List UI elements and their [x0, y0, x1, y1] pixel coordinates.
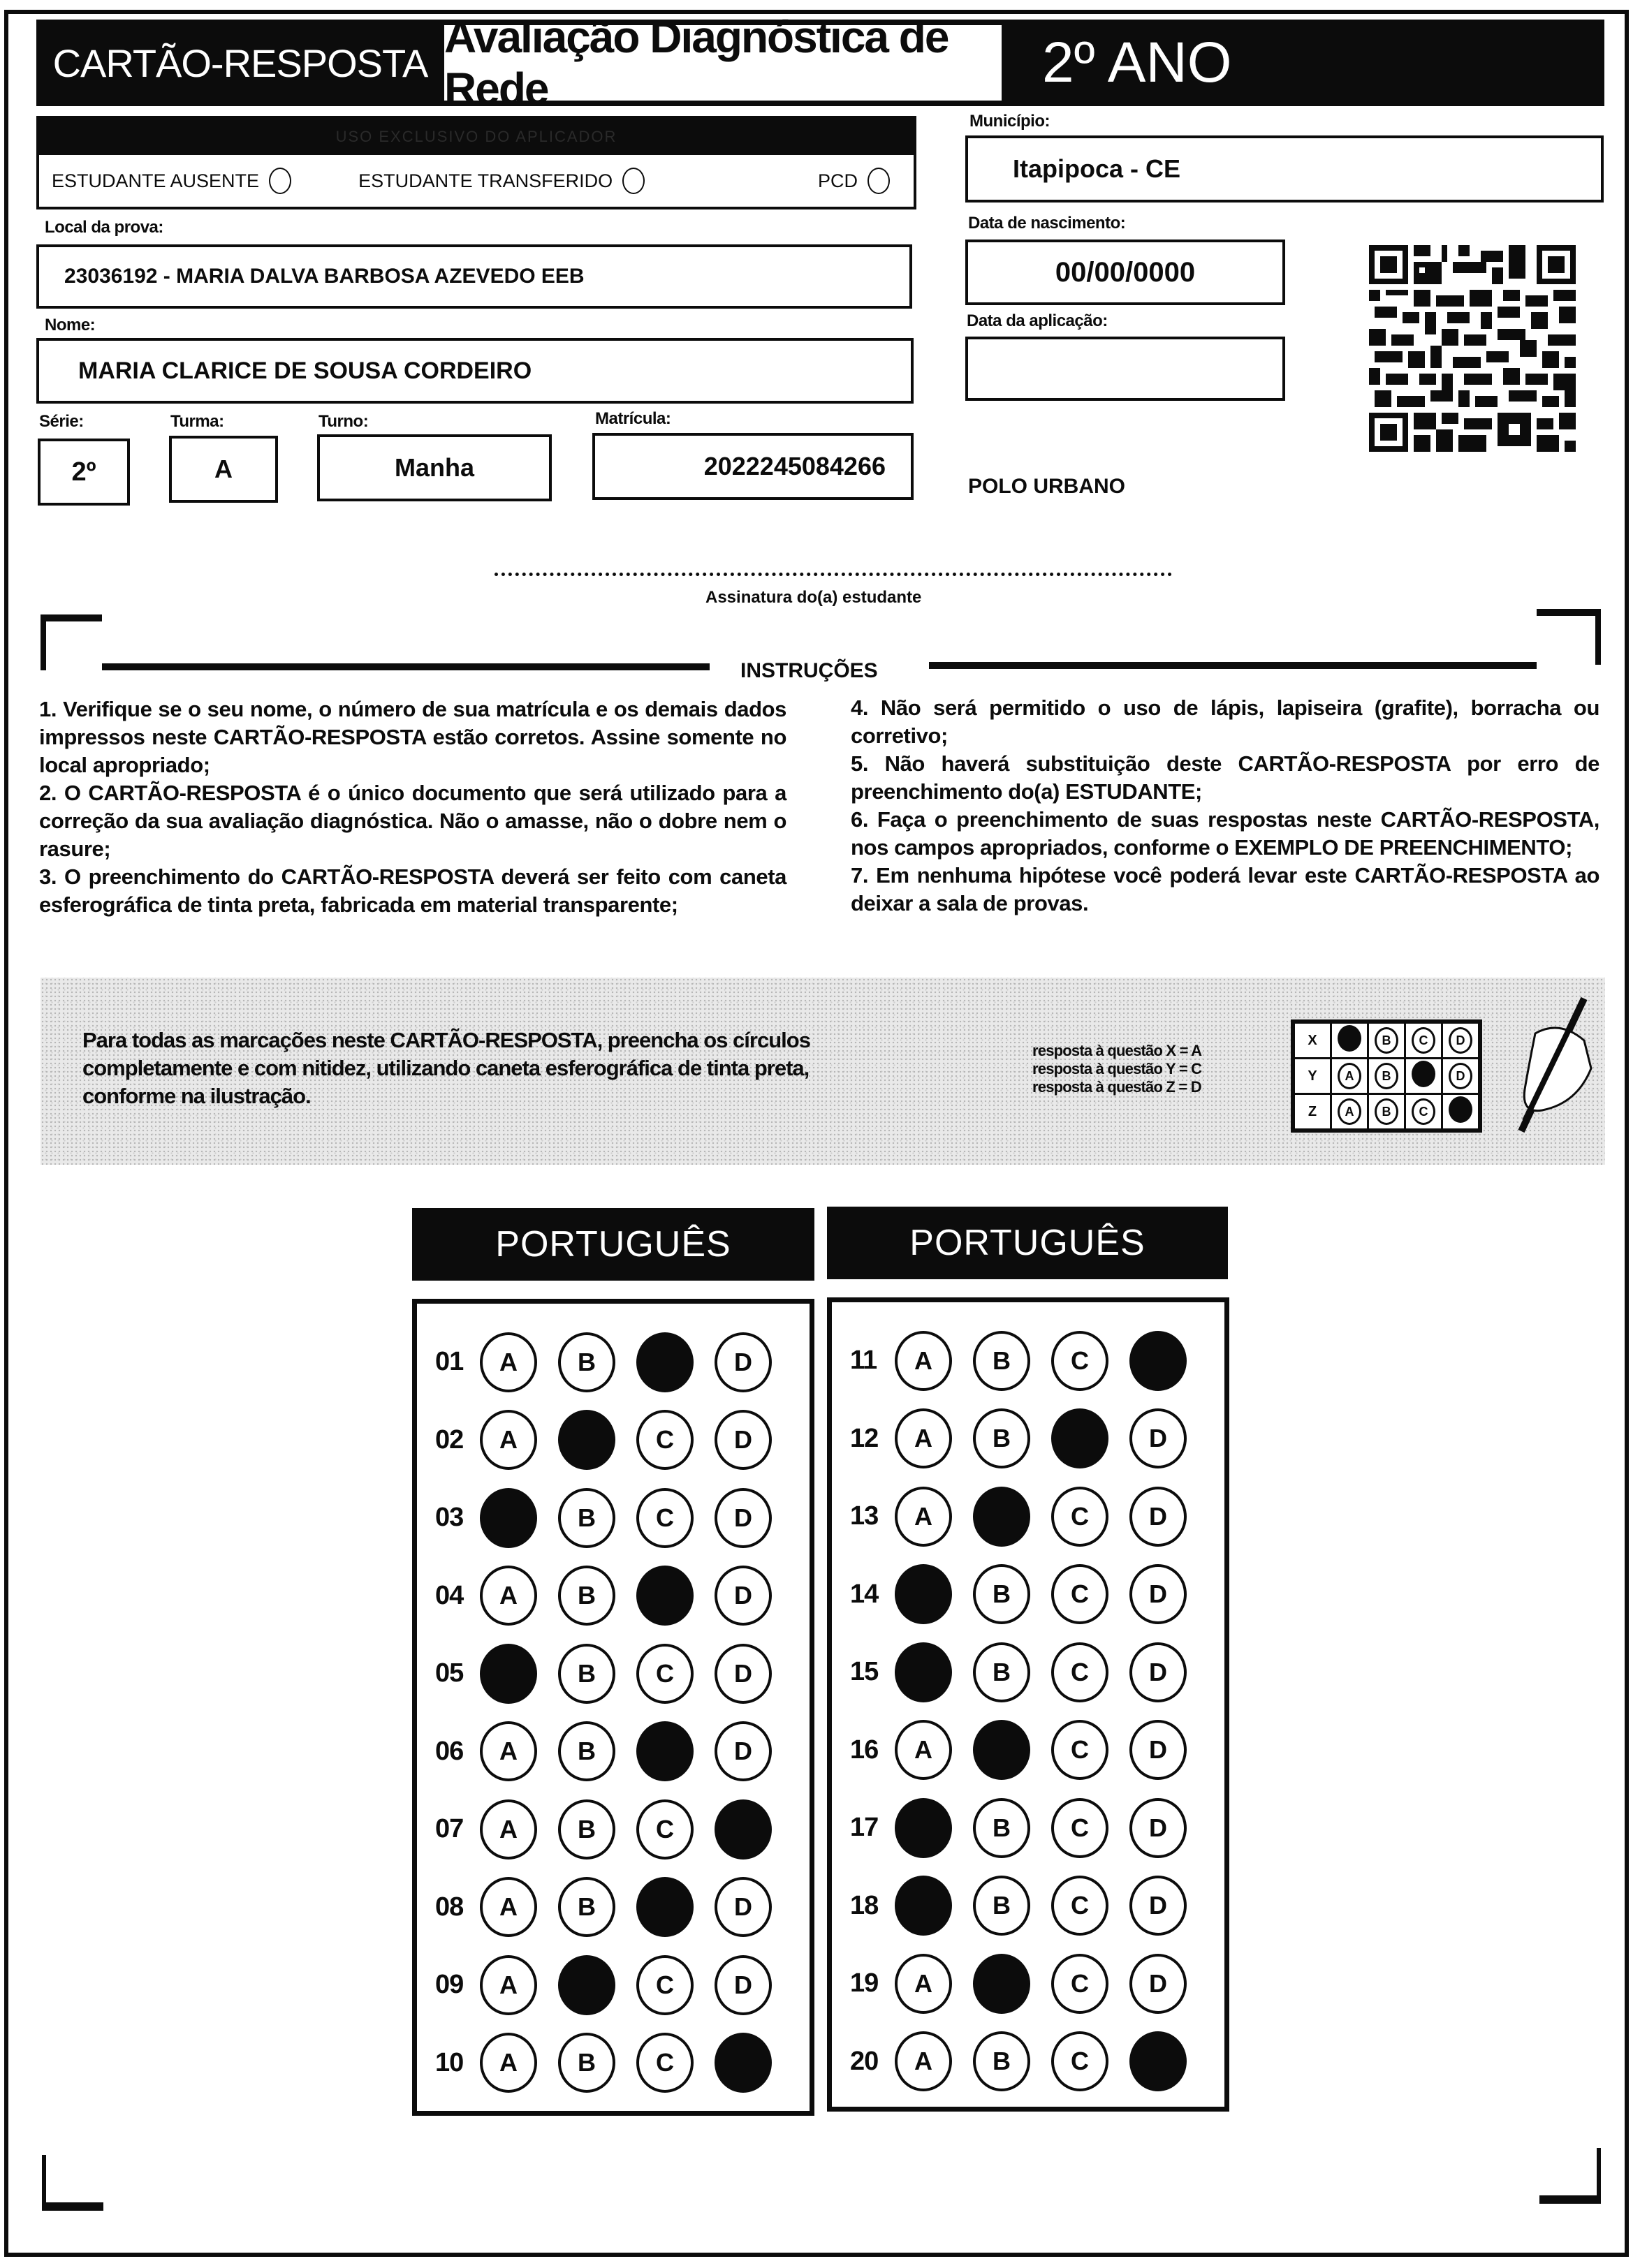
- question-number: 20: [850, 2046, 879, 2076]
- turno-label: Turno:: [319, 412, 369, 431]
- serie-field: [38, 439, 130, 506]
- matricula-field: [592, 433, 914, 500]
- birthdate-field: [965, 240, 1285, 305]
- question-number: 18: [850, 1890, 879, 1920]
- answer-bubble[interactable]: D: [1129, 1954, 1187, 2014]
- question-number: 17: [850, 1813, 879, 1843]
- local-value: 23036192 - MARIA DALVA BARBOSA AZEVEDO EEB: [64, 265, 585, 288]
- answer-grid-left: [412, 1299, 814, 2116]
- answer-bubble-filled[interactable]: [636, 1721, 694, 1781]
- question-number: 06: [435, 1736, 464, 1766]
- answer-bubble[interactable]: C: [636, 1955, 694, 2015]
- grade-title: 2º ANO: [1007, 20, 1604, 106]
- local-field: [36, 244, 912, 309]
- answer-bubble[interactable]: D: [715, 1410, 772, 1470]
- answer-bubble-filled[interactable]: [895, 1876, 952, 1936]
- answer-bubble[interactable]: A: [895, 1720, 952, 1780]
- fill-example-section: [41, 978, 1605, 1165]
- corner-mark-top-right-h: [1537, 609, 1601, 616]
- example-question-label: X: [1293, 1022, 1331, 1059]
- legend-line: resposta à questão Y = C: [1032, 1060, 1202, 1077]
- qr-code-icon: [1369, 240, 1576, 457]
- answer-bubble[interactable]: C: [1051, 1642, 1108, 1702]
- answer-bubble[interactable]: C: [1051, 1331, 1108, 1391]
- answer-bubble[interactable]: B: [558, 1644, 615, 1704]
- answer-bubble-filled[interactable]: [715, 2033, 772, 2093]
- card-title: CARTÃO-RESPOSTA: [36, 20, 444, 106]
- example-bubble-icon: D: [1449, 1027, 1472, 1054]
- answer-bubble[interactable]: B: [973, 1408, 1030, 1468]
- answer-bubble-filled[interactable]: [895, 1642, 952, 1702]
- answer-bubble[interactable]: C: [636, 1488, 694, 1548]
- answer-bubble[interactable]: B: [558, 1488, 615, 1548]
- pcd-label: PCD: [817, 170, 858, 191]
- question-number: 10: [435, 2047, 464, 2077]
- answer-bubble[interactable]: B: [558, 1799, 615, 1860]
- application-date-field: [965, 337, 1285, 401]
- question-row: [832, 1322, 1224, 1400]
- answer-bubble[interactable]: B: [558, 1566, 615, 1626]
- question-number: 12: [850, 1423, 879, 1453]
- answer-bubble-filled[interactable]: [1129, 1331, 1187, 1391]
- instruction-item: 6. Faça o preenchimento de suas respostas neste CARTÃO-RESPOSTA, nos campos apropriados, conforme o EXEMPLO DE PREENCHIMENTO;: [851, 807, 1599, 860]
- example-bubble-icon: D: [1449, 1063, 1472, 1089]
- answer-bubble[interactable]: D: [715, 1877, 772, 1937]
- answer-bubble-filled[interactable]: [558, 1955, 615, 2015]
- question-number: 03: [435, 1503, 464, 1533]
- answer-bubble-filled[interactable]: [480, 1488, 537, 1548]
- question-row: [417, 1557, 810, 1635]
- question-row: [417, 2024, 810, 2103]
- signature-label: Assinatura do(a) estudante: [705, 588, 922, 607]
- answer-bubble[interactable]: B: [973, 1642, 1030, 1702]
- example-bubble-icon: B: [1375, 1027, 1398, 1054]
- turma-value: A: [214, 455, 233, 483]
- instructions-left-column: [39, 695, 786, 919]
- corner-mark-top-right-v: [1595, 609, 1601, 665]
- question-row: [417, 1790, 810, 1869]
- fill-example-grid: [1291, 1019, 1482, 1133]
- answer-bubble[interactable]: A: [895, 1408, 952, 1468]
- legend-line: resposta à questão Z = D: [1032, 1078, 1201, 1096]
- answer-bubble[interactable]: A: [895, 1487, 952, 1547]
- example-row-z: [1293, 1094, 1480, 1131]
- legend-line: resposta à questão X = A: [1032, 1042, 1202, 1059]
- serie-label: Série:: [39, 412, 84, 431]
- transferred-label: ESTUDANTE TRANSFERIDO: [358, 170, 613, 191]
- answer-bubble-filled[interactable]: [973, 1954, 1030, 2014]
- answer-bubble[interactable]: C: [1051, 1487, 1108, 1547]
- local-label: Local da prova:: [45, 218, 163, 237]
- corner-mark-bottom-left-h: [42, 2202, 103, 2211]
- municipio-value: Itapipoca - CE: [1013, 154, 1181, 183]
- serie-value: 2º: [71, 457, 96, 487]
- answer-bubble[interactable]: B: [973, 2031, 1030, 2091]
- answer-bubble[interactable]: B: [558, 1721, 615, 1781]
- question-number: 08: [435, 1892, 464, 1922]
- question-number: 05: [435, 1658, 464, 1688]
- applicator-bar: USO EXCLUSIVO DO APLICADOR: [39, 119, 914, 155]
- answer-bubble[interactable]: B: [973, 1876, 1030, 1936]
- answer-bubble-filled[interactable]: [715, 1799, 772, 1860]
- answer-bubble[interactable]: A: [480, 1410, 537, 1470]
- answer-bubble[interactable]: C: [1051, 2031, 1108, 2091]
- turno-field: [317, 434, 552, 501]
- answer-bubble[interactable]: B: [973, 1564, 1030, 1624]
- answer-bubble[interactable]: D: [1129, 1564, 1187, 1624]
- name-field: [36, 338, 914, 404]
- answer-bubble-filled[interactable]: [1051, 1408, 1108, 1468]
- question-number: 16: [850, 1735, 879, 1765]
- answer-bubble[interactable]: C: [1051, 1798, 1108, 1858]
- instruction-item: 5. Não haverá substituição deste CARTÃO-RESPOSTA por erro de preenchimento do(a) ESTUDANTE;: [851, 751, 1599, 804]
- absent-option[interactable]: [52, 168, 291, 194]
- question-number: 04: [435, 1580, 464, 1610]
- answer-bubble-filled[interactable]: [636, 1332, 694, 1392]
- turma-label: Turma:: [170, 412, 224, 431]
- instructions-rule-right: [929, 662, 1537, 669]
- answer-bubble[interactable]: A: [895, 1331, 952, 1391]
- answer-bubble[interactable]: B: [558, 1332, 615, 1392]
- example-bubble-filled-icon: [1449, 1096, 1472, 1123]
- answer-bubble[interactable]: D: [715, 1721, 772, 1781]
- answer-bubble[interactable]: B: [973, 1331, 1030, 1391]
- answer-bubble[interactable]: B: [558, 2033, 615, 2093]
- question-number: 19: [850, 1968, 879, 1998]
- question-number: 13: [850, 1501, 879, 1531]
- subject-header-left: PORTUGUÊS: [412, 1208, 814, 1281]
- answer-bubble[interactable]: C: [1051, 1720, 1108, 1780]
- answer-bubble-filled[interactable]: [895, 1564, 952, 1624]
- question-number: 15: [850, 1657, 879, 1687]
- question-number: 07: [435, 1814, 464, 1844]
- instruction-item: 7. Em nenhuma hipótese você poderá levar este CARTÃO-RESPOSTA ao deixar a sala de provas.: [851, 863, 1599, 915]
- answer-bubble[interactable]: D: [1129, 1642, 1187, 1702]
- answer-bubble-filled[interactable]: [636, 1566, 694, 1626]
- example-bubble-icon: A: [1338, 1063, 1361, 1089]
- example-question-label: Y: [1293, 1059, 1331, 1094]
- answer-bubble[interactable]: D: [1129, 1487, 1187, 1547]
- answer-bubble[interactable]: B: [558, 1877, 615, 1937]
- question-number: 01: [435, 1347, 464, 1377]
- answer-bubble[interactable]: D: [715, 1644, 772, 1704]
- answer-bubble[interactable]: A: [480, 1721, 537, 1781]
- answer-bubble[interactable]: C: [636, 1644, 694, 1704]
- question-row: [832, 1633, 1224, 1711]
- question-row: [832, 1789, 1224, 1867]
- answer-bubble-filled[interactable]: [480, 1644, 537, 1704]
- question-row: [832, 1711, 1224, 1790]
- example-bubble-icon: B: [1375, 1098, 1398, 1125]
- question-row: [417, 1401, 810, 1480]
- question-row: [417, 1946, 810, 2024]
- birthdate-value: 00/00/0000: [1055, 256, 1196, 288]
- question-row: [417, 1713, 810, 1791]
- question-row: [417, 1323, 810, 1401]
- question-number: 09: [435, 1970, 464, 2000]
- absent-radio-icon[interactable]: [269, 168, 291, 194]
- instruction-item: 2. O CARTÃO-RESPOSTA é o único documento que será utilizado para a correção da sua avaliação diagnóstica. Não o amasse, não o dobre nem o rasure;: [39, 781, 786, 861]
- question-number: 11: [850, 1346, 877, 1376]
- answer-bubble[interactable]: A: [480, 2033, 537, 2093]
- instructions-rule-left: [102, 663, 710, 670]
- transferred-radio-icon[interactable]: [622, 168, 645, 194]
- birthdate-label: Data de nascimento:: [968, 214, 1126, 233]
- corner-mark-bottom-right-h: [1539, 2195, 1601, 2204]
- municipio-field: [965, 135, 1604, 202]
- signature-line[interactable]: [495, 573, 1172, 576]
- question-row: [832, 1400, 1224, 1478]
- transferred-option[interactable]: [358, 168, 645, 194]
- corner-mark-top-left-h: [41, 614, 102, 621]
- answer-bubble[interactable]: A: [480, 1566, 537, 1626]
- absent-label: ESTUDANTE AUSENTE: [52, 170, 260, 191]
- instruction-item: 3. O preenchimento do CARTÃO-RESPOSTA deverá ser feito com caneta esferográfica de tinta preta, fabricada em material transparente;: [39, 864, 786, 917]
- question-row: [832, 1867, 1224, 1945]
- fill-example-legend: [1032, 1042, 1201, 1096]
- question-row: [832, 2023, 1224, 2101]
- answer-bubble[interactable]: C: [1051, 1564, 1108, 1624]
- example-bubble-icon: A: [1338, 1098, 1361, 1125]
- pcd-radio-icon[interactable]: [867, 168, 890, 194]
- answer-bubble[interactable]: D: [715, 1955, 772, 2015]
- answer-bubble[interactable]: D: [715, 1488, 772, 1548]
- answer-bubble[interactable]: D: [1129, 1408, 1187, 1468]
- answer-bubble-filled[interactable]: [636, 1877, 694, 1937]
- example-bubble-icon: B: [1375, 1063, 1398, 1089]
- answer-grid-right: [827, 1297, 1229, 2112]
- matricula-label: Matrícula:: [595, 409, 671, 428]
- question-row: [417, 1869, 810, 1947]
- application-date-label: Data da aplicação:: [967, 311, 1108, 330]
- answer-bubble[interactable]: D: [715, 1332, 772, 1392]
- instruction-item: 1. Verifique se o seu nome, o número de sua matrícula e os demais dados impressos neste CARTÃO-RESPOSTA estão corretos. Assine somente no local apropriado;: [39, 697, 786, 777]
- question-number: 02: [435, 1424, 464, 1455]
- example-bubble-filled-icon: [1412, 1061, 1435, 1087]
- instructions-title: INSTRUÇÕES: [740, 659, 878, 682]
- answer-bubble[interactable]: D: [1129, 1798, 1187, 1858]
- question-row: [417, 1635, 810, 1713]
- answer-bubble[interactable]: D: [715, 1566, 772, 1626]
- example-question-label: Z: [1293, 1094, 1331, 1131]
- question-row: [832, 1478, 1224, 1556]
- answer-bubble[interactable]: A: [480, 1799, 537, 1860]
- answer-bubble[interactable]: D: [1129, 1720, 1187, 1780]
- fill-example-text: Para todas as marcações neste CARTÃO-RESPOSTA, preencha os círculos completamente e com nitidez, utilizando caneta esferográfica de tinta preta, conforme na ilustração.: [82, 1028, 810, 1108]
- answer-bubble[interactable]: C: [636, 1410, 694, 1470]
- answer-bubble[interactable]: B: [973, 1798, 1030, 1858]
- question-number: 14: [850, 1579, 879, 1609]
- answer-bubble[interactable]: C: [1051, 1876, 1108, 1936]
- corner-mark-top-left-v: [41, 614, 46, 670]
- subject-header-right: PORTUGUÊS: [827, 1207, 1228, 1279]
- answer-bubble[interactable]: C: [636, 2033, 694, 2093]
- answer-bubble[interactable]: A: [480, 1332, 537, 1392]
- instructions-right-column: [851, 694, 1599, 918]
- matricula-value: 2022245084266: [703, 452, 886, 480]
- example-bubble-icon: C: [1412, 1027, 1435, 1054]
- example-bubble-icon: C: [1412, 1098, 1435, 1125]
- answer-bubble[interactable]: A: [480, 1877, 537, 1937]
- answer-bubble[interactable]: C: [636, 1799, 694, 1860]
- pcd-option[interactable]: [818, 168, 890, 194]
- answer-bubble-filled[interactable]: [973, 1487, 1030, 1547]
- answer-bubble[interactable]: A: [480, 1955, 537, 2015]
- answer-bubble[interactable]: C: [1051, 1954, 1108, 2014]
- instruction-item: 4. Não será permitido o uso de lápis, lapiseira (grafite), borracha ou corretivo;: [851, 695, 1599, 748]
- example-row-y: [1293, 1059, 1480, 1094]
- municipio-label: Município:: [969, 112, 1050, 131]
- question-row: [832, 1945, 1224, 2023]
- example-bubble-filled-icon: [1338, 1025, 1361, 1052]
- polo-label: POLO URBANO: [968, 475, 1125, 498]
- turno-value: Manha: [394, 453, 474, 482]
- turma-field: [169, 436, 278, 503]
- answer-bubble[interactable]: A: [895, 1954, 952, 2014]
- name-value: MARIA CLARICE DE SOUSA CORDEIRO: [78, 357, 532, 384]
- answer-bubble[interactable]: A: [895, 2031, 952, 2091]
- applicator-section: [36, 116, 916, 209]
- name-label: Nome:: [45, 316, 96, 334]
- question-row: [832, 1556, 1224, 1634]
- question-row: [417, 1479, 810, 1557]
- example-row-x: [1293, 1022, 1480, 1059]
- hand-with-pen-icon: [1493, 992, 1598, 1145]
- answer-bubble[interactable]: D: [1129, 1876, 1187, 1936]
- answer-bubble-filled[interactable]: [895, 1798, 952, 1858]
- answer-bubble-filled[interactable]: [1129, 2031, 1187, 2091]
- exam-title: Avaliação Diagnóstica de Rede: [444, 20, 1007, 106]
- answer-bubble-filled[interactable]: [973, 1720, 1030, 1780]
- answer-bubble-filled[interactable]: [558, 1410, 615, 1470]
